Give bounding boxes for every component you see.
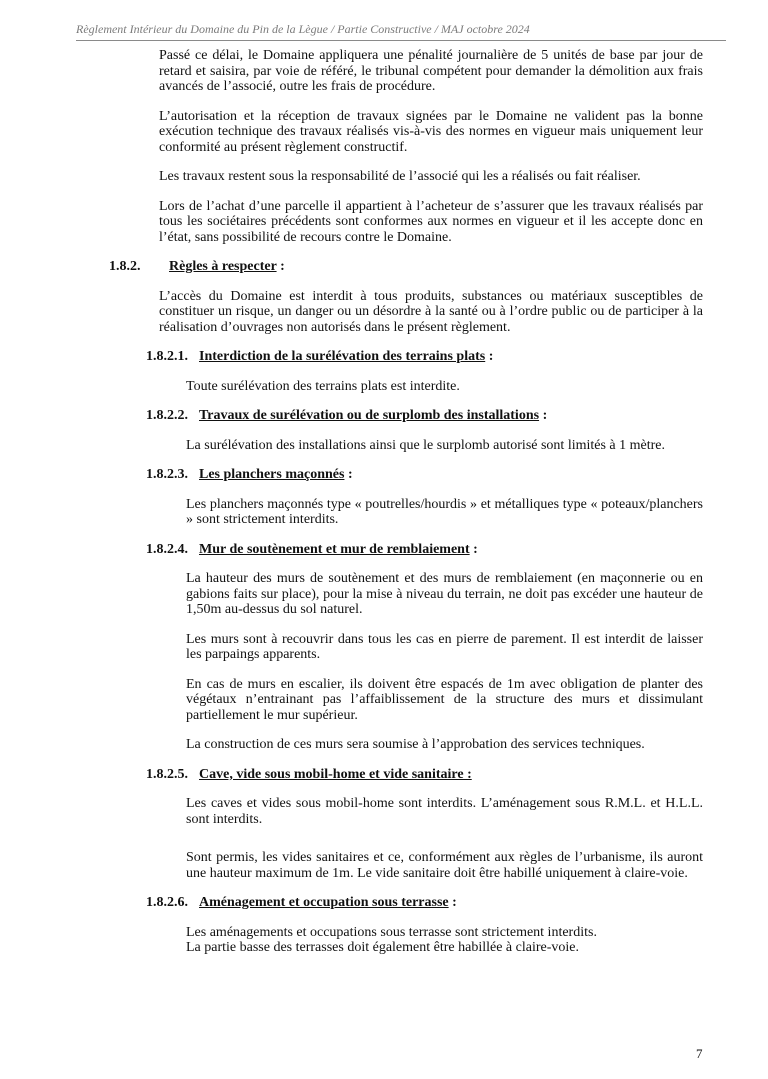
subsection-heading bbox=[146, 542, 768, 558]
subsection-number: 1.8.2.2. bbox=[146, 408, 188, 423]
page-number: 7 bbox=[696, 1046, 703, 1061]
subsection-paragraph: Les aménagements et occupations sous terrasse sont strictement interdits. bbox=[186, 924, 597, 940]
subsection-heading bbox=[146, 767, 768, 783]
section-paragraph: L’accès du Domaine est interdit à tous produits, substances ou matériaux susceptibles de constituer un risque, un danger ou un désordre à la santé ou à l’ordre public ou de participer à la réalisation d’ouvrages non autorisés dans le présent règlement. bbox=[159, 288, 703, 335]
subsection-title: Les planchers maçonnés bbox=[199, 467, 345, 482]
subsection-title: Travaux de surélévation ou de surplomb des installations bbox=[199, 408, 540, 423]
subsection-paragraph: La construction de ces murs sera soumise à l’approbation des services techniques. bbox=[186, 737, 645, 752]
subsection-number: 1.8.2.3. bbox=[146, 467, 188, 482]
subsection-heading bbox=[146, 467, 768, 483]
subsection-paragraph: La hauteur des murs de soutènement et des murs de remblaiement (en maçonnerie ou en gabions faits sur place), pour la mise à niveau du terrain, ne doit pas excéder une hauteur de 1,50m au-dessus du sol naturel. bbox=[186, 571, 703, 617]
subsection-number: 1.8.2.4. bbox=[146, 541, 188, 557]
intro-paragraph: Lors de l’achat d’une parcelle il appartient à l’acheteur de s’assurer que les travaux réalisés par tous les sociétaires précédents sont conformes aux normes en vigueur et il les accepte donc en l’état, sans possibilité de recours contre le Domaine. bbox=[159, 198, 703, 245]
subsection-title-suffix: : bbox=[485, 349, 494, 364]
subsection-title-suffix: : bbox=[469, 541, 478, 557]
subsection-title: Cave, vide sous mobil-home et vide sanitaire : bbox=[199, 766, 472, 782]
subsection-heading bbox=[146, 408, 768, 424]
intro-paragraph: L’autorisation et la réception de travaux signées par le Domaine ne valident pas la bonne exécution technique des travaux réalisés vis-à-vis des normes en vigueur mais uniquement leur conformité au présent règlement constructif. bbox=[159, 108, 703, 155]
document-body bbox=[0, 48, 768, 970]
subsection-title-suffix: : bbox=[344, 467, 353, 482]
subsection-paragraph: Les murs sont à recouvrir dans tous les cas en pierre de parement. Il est interdit de laisser les parpaings apparents. bbox=[186, 631, 703, 662]
subsection-number: 1.8.2.6. bbox=[146, 895, 188, 910]
intro-paragraph: Passé ce délai, le Domaine appliquera une pénalité journalière de 5 unités de base par jour de retard et saisira, par voie de référé, le tribunal compétent pour demander la démolition aux frais avancés de l’associé, outre les frais de procédure. bbox=[159, 48, 703, 94]
section-heading bbox=[109, 259, 768, 275]
subsection-title: Interdiction de la surélévation des terrains plats bbox=[199, 349, 486, 364]
section-title: Règles à respecter bbox=[169, 259, 277, 274]
running-header: Règlement Intérieur du Domaine du Pin de la Lègue / Partie Constructive / MAJ octobre 2024 bbox=[76, 22, 726, 41]
subsection-heading bbox=[146, 895, 768, 911]
subsection-paragraph: En cas de murs en escalier, ils doivent être espacés de 1m avec obligation de planter des végétaux n’entrainant pas l’affaiblissement de la structure des murs et dissimulant partiellement le mur supérieur. bbox=[186, 676, 703, 723]
subsection-paragraph: Les planchers maçonnés type « poutrelles/hourdis » et métalliques type « poteaux/planchers » sont strictement interdits. bbox=[186, 496, 703, 527]
subsection-number: 1.8.2.1. bbox=[146, 349, 188, 364]
subsection-number: 1.8.2.5. bbox=[146, 766, 188, 782]
subsection-title: Aménagement et occupation sous terrasse bbox=[199, 895, 449, 910]
subsection-paragraph: La surélévation des installations ainsi que le surplomb autorisé sont limités à 1 mètre. bbox=[186, 437, 666, 453]
intro-paragraph: Les travaux restent sous la responsabilité de l’associé qui les a réalisés ou fait réaliser. bbox=[159, 169, 641, 184]
section-number: 1.8.2. bbox=[109, 259, 141, 274]
subsection-paragraph: La partie basse des terrasses doit également être habillée à claire-voie. bbox=[186, 940, 579, 955]
subsection-paragraph: Toute surélévation des terrains plats est interdite. bbox=[186, 378, 460, 394]
subsection-title-suffix: : bbox=[448, 895, 457, 910]
subsection-paragraph: Sont permis, les vides sanitaires et ce, conformément aux règles de l’urbanisme, ils auront une hauteur maximum de 1m. Le vide sanitaire doit être habillé uniquement à claire-voie. bbox=[186, 850, 703, 881]
section-title-suffix: : bbox=[276, 259, 285, 274]
subsection-paragraph: Les caves et vides sous mobil-home sont interdits. L’aménagement sous R.M.L. et H.L.L. sont interdits. bbox=[186, 796, 703, 827]
subsection-heading bbox=[146, 349, 768, 365]
subsection-title: Mur de soutènement et mur de remblaiement bbox=[199, 541, 470, 557]
subsection-title-suffix: : bbox=[539, 408, 548, 423]
